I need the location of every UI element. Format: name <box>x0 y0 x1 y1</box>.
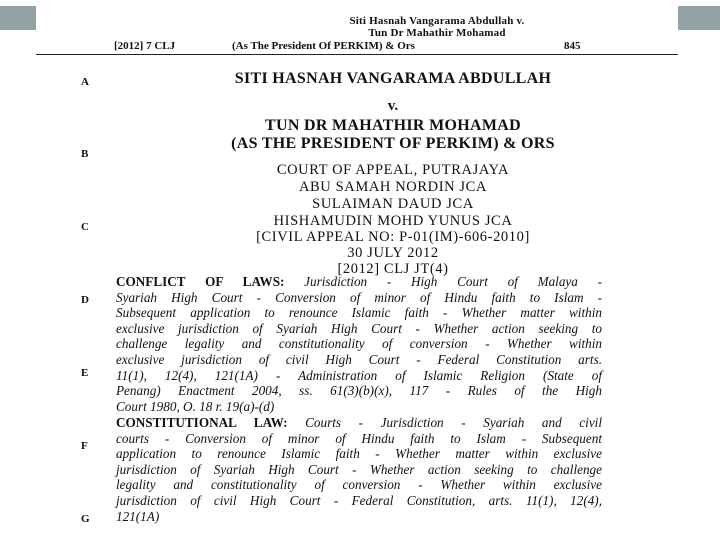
judge-2: SULAIMAN DAUD JCA <box>312 196 474 212</box>
catchword-line: Jurisdiction - High Court of Malaya - <box>284 274 602 289</box>
versus: v. <box>387 98 399 114</box>
margin-letter-c: C <box>81 221 89 233</box>
margin-letter-f: F <box>81 440 88 452</box>
page-number: 845 <box>564 40 581 52</box>
catchword-line: challenge legality and constitutionality of conversion - Whether within <box>116 336 602 352</box>
catchword-line: 121(1A) <box>116 508 160 524</box>
header-parties: (As The President Of PERKIM) & Ors <box>232 40 415 52</box>
catchword-line: courts - Conversion of minor of Hindu faith to Islam - Subsequent <box>116 430 602 446</box>
margin-letter-a: A <box>81 76 89 88</box>
catchword-line: Court 1980, O. 18 r. 19(a)-(d) <box>116 398 275 414</box>
catchword-heading: CONSTITUTIONAL LAW: <box>116 415 288 430</box>
plaintiff-name: SITI HASNAH VANGARAMA ABDULLAH <box>234 70 552 87</box>
catchword-line: 11(1), 12(4), 121(1A) - Administration of Islamic Religion (State of <box>116 367 602 383</box>
court-name: COURT OF APPEAL, PUTRAJAYA <box>276 162 510 178</box>
running-title-line1: Siti Hasnah Vangarama Abdullah v. <box>349 15 525 27</box>
running-title-line2: Tun Dr Mahathir Mohamad <box>368 27 506 39</box>
catchword-line: exclusive jurisdiction of civil High Court - Federal Constitution arts. <box>116 351 602 367</box>
catchword-line: jurisdiction of civil High Court - Federal Constitution, arts. 11(1), 12(4), <box>116 492 602 508</box>
defendant-name-line2: (AS THE PRESIDENT OF PERKIM) & ORS <box>231 135 555 152</box>
catchword-line: Subsequent application to renounce Islamic faith - Whether matter within <box>116 305 602 321</box>
catchword-line: application to renounce Islamic faith - Whether matter within exclusive <box>116 446 602 462</box>
catchword-constitutional-law <box>116 415 602 524</box>
appeal-number: [CIVIL APPEAL NO: P-01(IM)-606-2010] <box>256 229 530 245</box>
header-citation: [2012] 7 CLJ <box>114 40 176 52</box>
catchword-line: Syariah High Court - Conversion of minor of Hindu faith to Islam - <box>116 289 602 305</box>
catchword-line: legality and constitutionality of conversion - Whether within exclusive <box>116 477 602 493</box>
catchword-heading: CONFLICT OF LAWS: <box>116 274 285 289</box>
catchword-conflict-of-laws <box>116 274 602 414</box>
judge-1: ABU SAMAH NORDIN JCA <box>298 179 488 195</box>
law-report-page <box>36 0 678 540</box>
judge-3: HISHAMUDIN MOHD YUNUS JCA <box>273 213 513 229</box>
judgment-date: 30 JULY 2012 <box>347 245 439 261</box>
catchword-line: exclusive jurisdiction of Syariah High Court - Whether action seeking to <box>116 320 602 336</box>
defendant-name-line1: TUN DR MAHATHIR MOHAMAD <box>265 117 521 134</box>
margin-letter-e: E <box>81 367 89 379</box>
catchword-line: Courts - Jurisdiction - Syariah and civil <box>287 415 602 430</box>
slide-accent-bar-left <box>0 6 36 30</box>
catchword-line: Penang) Enactment 2004, ss. 61(3)(b)(x), 117 - Rules of the High <box>116 383 602 399</box>
margin-letter-b: B <box>81 148 89 160</box>
page-header <box>36 10 678 55</box>
margin-letter-d: D <box>81 294 89 306</box>
report-citation: [2012] CLJ JT(4) <box>337 261 449 277</box>
margin-letter-g: G <box>81 513 90 525</box>
catchword-line: jurisdiction of Syariah High Court - Whether action seeking to challenge <box>116 461 602 477</box>
